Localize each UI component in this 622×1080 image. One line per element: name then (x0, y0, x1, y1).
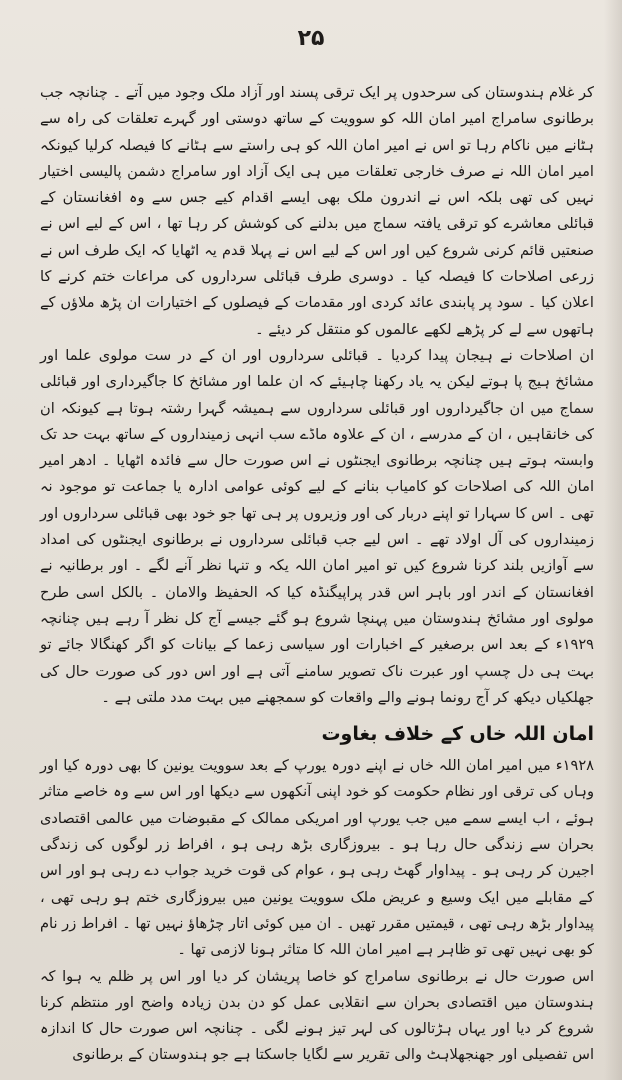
paragraph-british-concern: اس صورت حال نے برطانوی سامراج کو خاصا پریشان کر دیا اور اس پر ظلم یہ ہوا کہ ہندوستان میں اقتصادی بحران سے انقلابی عمل کو دن بدن زیادہ واضح اور منتظم کرنا شروع کر دیا اور یہاں ہڑتالوں کی لہر تیز ہونے لگی ۔ چنانچہ اس صورت حال کا اندازہ اس تفصیلی اور جھنجھلاہٹ والی تقریر سے لگایا جاسکتا ہے جو ہندوستان کے برطانوی (40, 967, 594, 1064)
page-number: ۲۵ (297, 26, 325, 51)
page-body (40, 80, 594, 1069)
paragraph-reforms-reaction: ان اصلاحات نے ہیجان پیدا کردیا ۔ قبائلی سرداروں اور ان کے در ست مولوی علما اور مشائخ ہیج پا ہوتے لیکن یہ یاد رکھنا چاہیئے کہ ان علما اور مشائخ کا جاگیرداری اور قبائلی سماج میں ان جاگیرداروں اور قبائلی سرداروں سے ہمیشہ گہرا رشتہ ہوتا ہے کیونکہ ان کی خانقاہیں ، ان کے مدرسے ، ان کے علاوہ ماڈے سب انہی زمینداروں کے ساتھ بہت حد تک وابستہ ہوتے ہیں چنانچہ برطانوی ایجنٹوں نے اس صورت حال سے فائدہ اٹھایا ۔ ادھر امیر امان اللہ کی اصلاحات کو کامیاب بنانے کے لیے کوئی عوامی ادارہ یا جماعت تو موجود نہ تھی ۔ اس کا سہارا تو اپنے دربار کی اور وزیروں پر ہی تھا جو خود بھی قبائلی سرداروں اور زمینداروں کی آل اولاد تھے ۔ اس لیے جب قبائلی سرداروں نے برطانوی ایجنٹوں کی امداد سے آوازیں بلند کرنا شروع کیں تو امیر امان اللہ یکہ و تنہا نظر آنے لگے ۔ اور برطانیہ نے افغانستان کے اندر اور باہر اس قدر پراپیگنڈہ کیا کہ الحفیظ والامان ۔ بالکل اسی طرح مولوی اور مشائخ ہندوستان میں پہنچا شروع ہو گئے جیسے آج کل نظر آ رہے ہیں چنانچہ ۱۹۲۹ء کے بعد اس برصغیر کے اخبارات اور سیاسی زعما کے بیانات کو اگر کھنگالا جائے تو بہت ہی دل چسپ اور عبرت ناک تصویر سامنے آتی ہے اور اس دور کی صورت حال کی جھلکیاں دیکھ کر آج رونما ہونے والے واقعات کو سمجھنے میں بہت مدد ملتی ہے ۔ (40, 346, 594, 706)
section-heading: امان اللہ خاں کے خلاف بغاوت (321, 723, 594, 746)
paragraph-amanullah-reforms: کر غلام ہندوستان کی سرحدوں پر ایک ترقی پسند اور آزاد ملک وجود میں آتے ۔ چنانچہ جب برطانوی سامراج امیر امان اللہ کو سوویت کے ساتھ دوستی اور گہرے تعلقات کی راہ سے ہٹانے میں ناکام رہا تو اس نے امیر امان اللہ کو ہی راستے سے ہٹانے کا فیصلہ کرلیا کیونکہ امیر امان اللہ نے صرف خارجی تعلقات میں ہی ایک آزاد اور سامراج دشمن پالیسی اختیار نہیں کی تھی بلکہ اس نے اندرون ملک بھی ایسے اقدام کیے جس سے وہ افغانستان کے قبائلی معاشرے کو ترقی یافتہ سماج میں بدلنے کی کوشش کر رہا تھا ، اس کے لیے اس نے صنعتیں قائم کرنی شروع کیں اور اس کے لیے اس نے پہلا قدم یہ اٹھایا کہ ایک طرف اس نے زرعی اصلاحات کا فیصلہ کیا ۔ دوسری طرف قبائلی سرداروں کی مراعات ختم کرنے کا اعلان کیا ۔ سود پر پابندی عائد کردی اور مقدمات کے فیصلوں کے اختیارات ان پڑھ ملاؤں کے ہاتھوں سے لے کر پڑھے لکھے عالموں کو منتقل کر دیئے ۔ (40, 84, 594, 338)
paragraph-soviet-visit: ۱۹۲۸ء میں امیر امان اللہ خاں نے اپنے دورہ یورپ کے بعد سوویت یونین کا بھی دورہ کیا اور وہاں کی ترقی اور نظام حکومت کو خود اپنی آنکھوں سے دیکھا اور اس سے وہ خاصے متاثر ہوئے ، اب ایسے سمے میں جب یورپ اور امریکی ممالک کے مقبوضات میں عالمی اقتصادی بحران سے زندگی حال رہا ہو ۔ بیروزگاری بڑھ رہی ہو ، افراط زر لوگوں کی زندگی اجیرن کر رہی ہو ۔ پیداوار گھٹ رہی ہو ، عوام کی قوت خرید جواب دے رہی ہو اور اس کے مقابلے میں ایک وسیع و عریض ملک سوویت یونین میں بیروزگاری ختم ہو رہی تھی ، پیداوار بڑھ رہی تھی ، قیمتیں مقرر تھیں ۔ ان میں کوئی اتار چڑھاؤ نہیں تھا ۔ افراط زر نام کو بھی نہیں تھی تو ظاہر ہے امیر امان اللہ کا متاثر ہونا لازمی تھا ۔ (40, 757, 594, 959)
page-shadow-edge (604, 0, 622, 1080)
